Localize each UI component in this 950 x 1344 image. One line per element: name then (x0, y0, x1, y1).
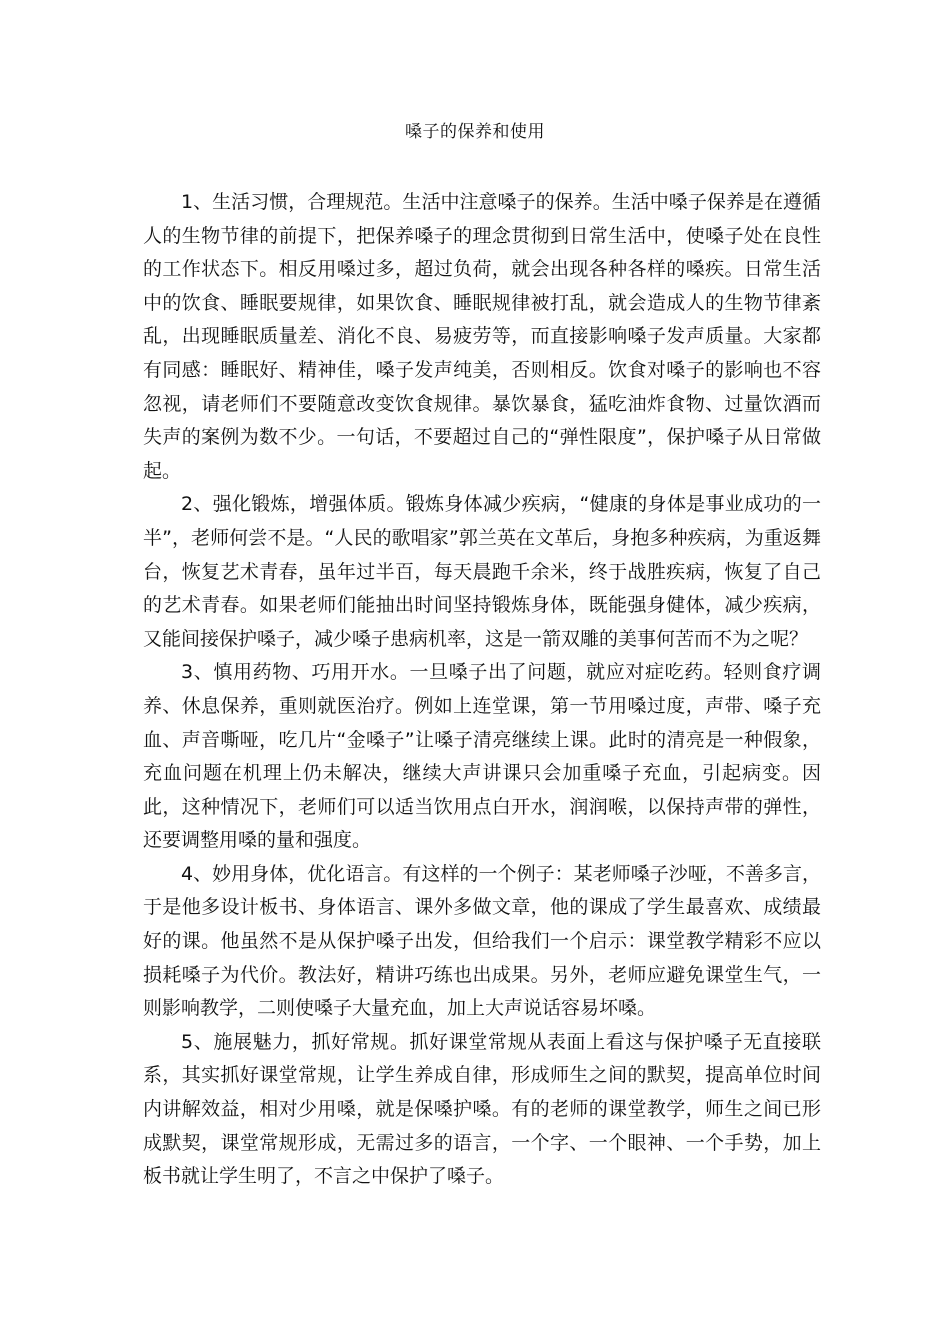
paragraph-4: 4、妙用身体，优化语言。有这样的一个例子：某老师嗓子沙哑，不善多言，于是他多设计板书、身体语言、课外多做文章，他的课成了学生最喜欢、成绩最好的课。他虽然不是从保护嗓子出发，但给我们一个启示：课堂教学精彩不应以损耗嗓子为代价。教法好，精讲巧练也出成果。另外，老师应避免课堂生气，一则影响教学，二则使嗓子大量充血，加上大声说话容易坏嗓。 (143, 862, 821, 1020)
paragraph-5: 5、施展魅力，抓好常规。抓好课堂常规从表面上看这与保护嗓子无直接联系，其实抓好课堂常规，让学生养成自律，形成师生之间的默契，提高单位时间内讲解效益，相对少用嗓，就是保嗓护嗓。有的老师的课堂教学，师生之间已形成默契，课堂常规形成，无需过多的语言，一个字、一个眼神、一个手势，加上板书就让学生明了，不言之中保护了嗓子。 (143, 1030, 821, 1188)
paragraph-2: 2、强化锻炼，增强体质。锻炼身体减少疾病，“健康的身体是事业成功的一半”，老师何尝不是。“人民的歌唱家”郭兰英在文革后，身抱多种疾病，为重返舞台，恢复艺术青春，虽年过半百，每天晨跑千余米，终于战胜疾病，恢复了自己的艺术青春。如果老师们能抽出时间坚持锻炼身体，既能强身健体，减少疾病，又能间接保护嗓子，减少嗓子患病机率，这是一箭双雕的美事何苦而不为之呢？ (143, 493, 821, 650)
document-body (143, 186, 821, 1194)
paragraph-3: 3、慎用药物、巧用开水。一旦嗓子出了问题，就应对症吃药。轻则食疗调养、休息保养，重则就医治疗。例如上连堂课，第一节用嗓过度，声带、嗓子充血、声音嘶哑，吃几片“金嗓子”让嗓子清亮继续上课。此时的清亮是一种假象，充血问题在机理上仍未解决，继续大声讲课只会加重嗓子充血，引起病变。因此，这种情况下，老师们可以适当饮用点白开水，润润喉，以保持声带的弹性，还要调整用嗓的量和强度。 (143, 661, 821, 852)
paragraph-1: 1、生活习惯，合理规范。生活中注意嗓子的保养。生活中嗓子保养是在遵循人的生物节律的前提下，把保养嗓子的理念贯彻到日常生活中，使嗓子处在良性的工作状态下。相反用嗓过多，超过负荷，就会出现各种各样的嗓疾。日常生活中的饮食、睡眠要规律，如果饮食、睡眠规律被打乱，就会造成人的生物节律紊乱，出现睡眠质量差、消化不良、易疲劳等，而直接影响嗓子发声质量。大家都有同感：睡眠好、精神佳，嗓子发声纯美，否则相反。饮食对嗓子的影响也不容忽视，请老师们不要随意改变饮食规律。暴饮暴食，猛吃油炸食物、过量饮酒而失声的案例为数不少。一句话，不要超过自己的“弹性限度”，保护嗓子从日常做起。 (143, 191, 821, 482)
document-title: 嗓子的保养和使用 (405, 122, 545, 142)
